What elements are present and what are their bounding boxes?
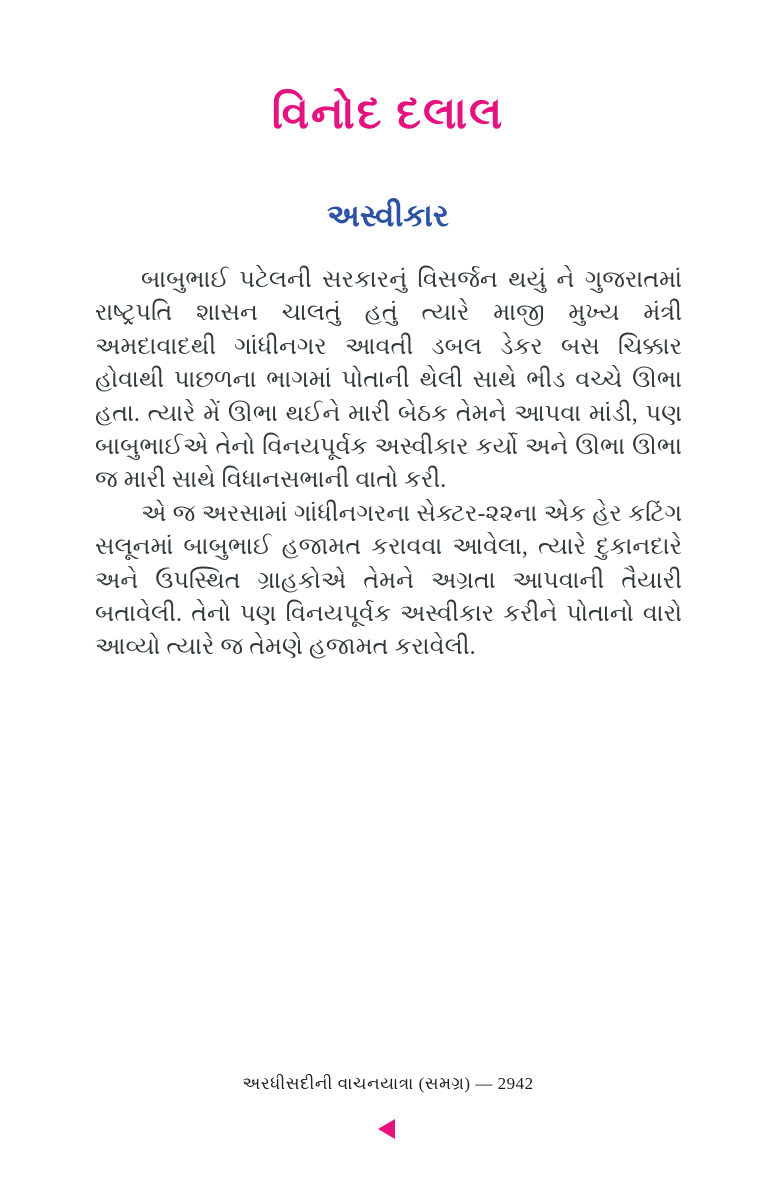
footer-caption: અરધીસદીની વાચનયાત્રા (સમગ્ર) — 2942 [242, 1074, 534, 1093]
story-body [95, 264, 682, 665]
story-title: અસ્વીકાર [327, 198, 449, 233]
back-arrow-icon[interactable] [378, 1119, 395, 1139]
body-paragraph: બાબુભાઈ પટેલની સરકારનું વિસર્જન થયું ને ગુજરાતમાં રાષ્ટ્રપતિ શાસન ચાલતું હતું ત્યારે માજી મુખ્ય મંત્રી અમદાવાદથી ગાંધીનગર આવતી ડબલ ડેકર બસ ચિક્કાર હોવાથી પાછળના ભાગમાં પોતાની થેલી સાથે ભીડ વચ્ચે ઊભા હતા. ત્યારે મેં ઊભા થઈને મારી બેઠક તેમને આપવા માંડી, પણ બાબુભાઈએ તેનો વિનયપૂર્વક અસ્વીકાર કર્યો અને ઊભા ઊભા જ મારી સાથે વિધાનસભાની વાતો કરી. [95, 267, 682, 494]
body-paragraph: એ જ અરસામાં ગાંધીનગરના સેક્ટર-૨૨ના એક હેર કટિંગ સલૂનમાં બાબુભાઈ હજામત કરાવવા આવેલા, ત્યારે દુકાનદારે અને ઉપસ્થિત ગ્રાહકોએ તેમને અગ્રતા આપવાની તૈયારી બતાવેલી. તેનો પણ વિનયપૂર્વક અસ્વીકાર કરીને પોતાનો વારો આવ્યો ત્યારે જ તેમણે હજામત કરાવેલી. [95, 500, 682, 661]
author-name: વિનોદ દલાલ [271, 89, 505, 138]
